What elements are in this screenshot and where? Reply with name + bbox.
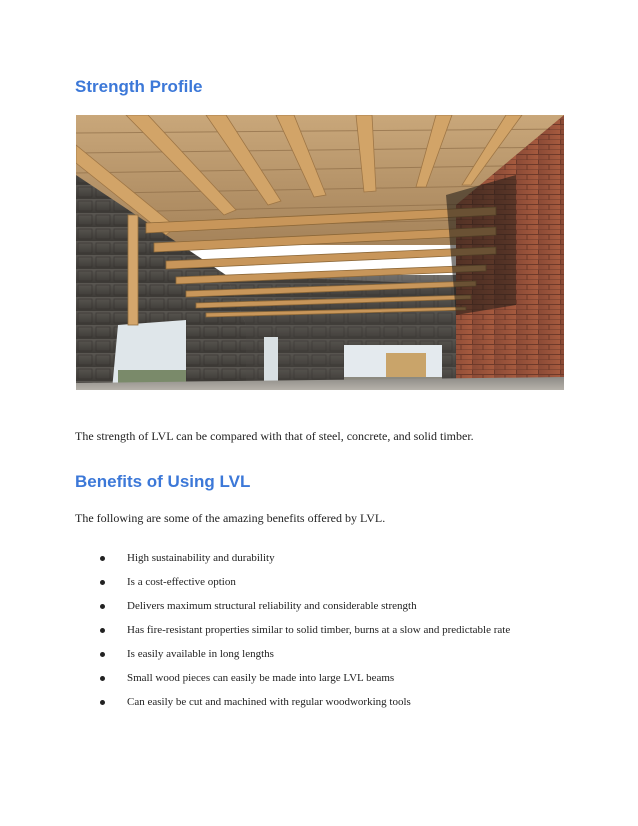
list-item-text: Is a cost-effective option <box>127 576 236 588</box>
list-item-text: Small wood pieces can easily be made into large LVL beams <box>127 672 395 684</box>
bullet-dot-icon <box>100 700 105 705</box>
heading-benefits: Benefits of Using LVL <box>75 472 251 491</box>
strength-paragraph: The strength of LVL can be compared with that of steel, concrete, and solid timber. <box>75 429 474 443</box>
bullet-dot-icon <box>100 580 105 585</box>
list-item-text: Delivers maximum structural reliability and considerable strength <box>127 600 417 612</box>
list-item-text: High sustainability and durability <box>127 552 275 564</box>
list-item-text: Can easily be cut and machined with regular woodworking tools <box>127 696 411 708</box>
bullet-dot-icon <box>100 676 105 681</box>
bullet-dot-icon <box>100 604 105 609</box>
list-item-text: Is easily available in long lengths <box>127 648 274 660</box>
list-item-text: Has fire-resistant properties similar to solid timber, burns at a slow and predictable rate <box>127 624 511 636</box>
bullet-dot-icon <box>100 556 105 561</box>
bullet-dot-icon <box>100 628 105 633</box>
benefits-intro: The following are some of the amazing benefits offered by LVL. <box>75 511 386 525</box>
bullet-dot-icon <box>100 652 105 657</box>
construction-photo <box>76 115 564 390</box>
heading-strength-profile: Strength Profile <box>75 77 203 96</box>
